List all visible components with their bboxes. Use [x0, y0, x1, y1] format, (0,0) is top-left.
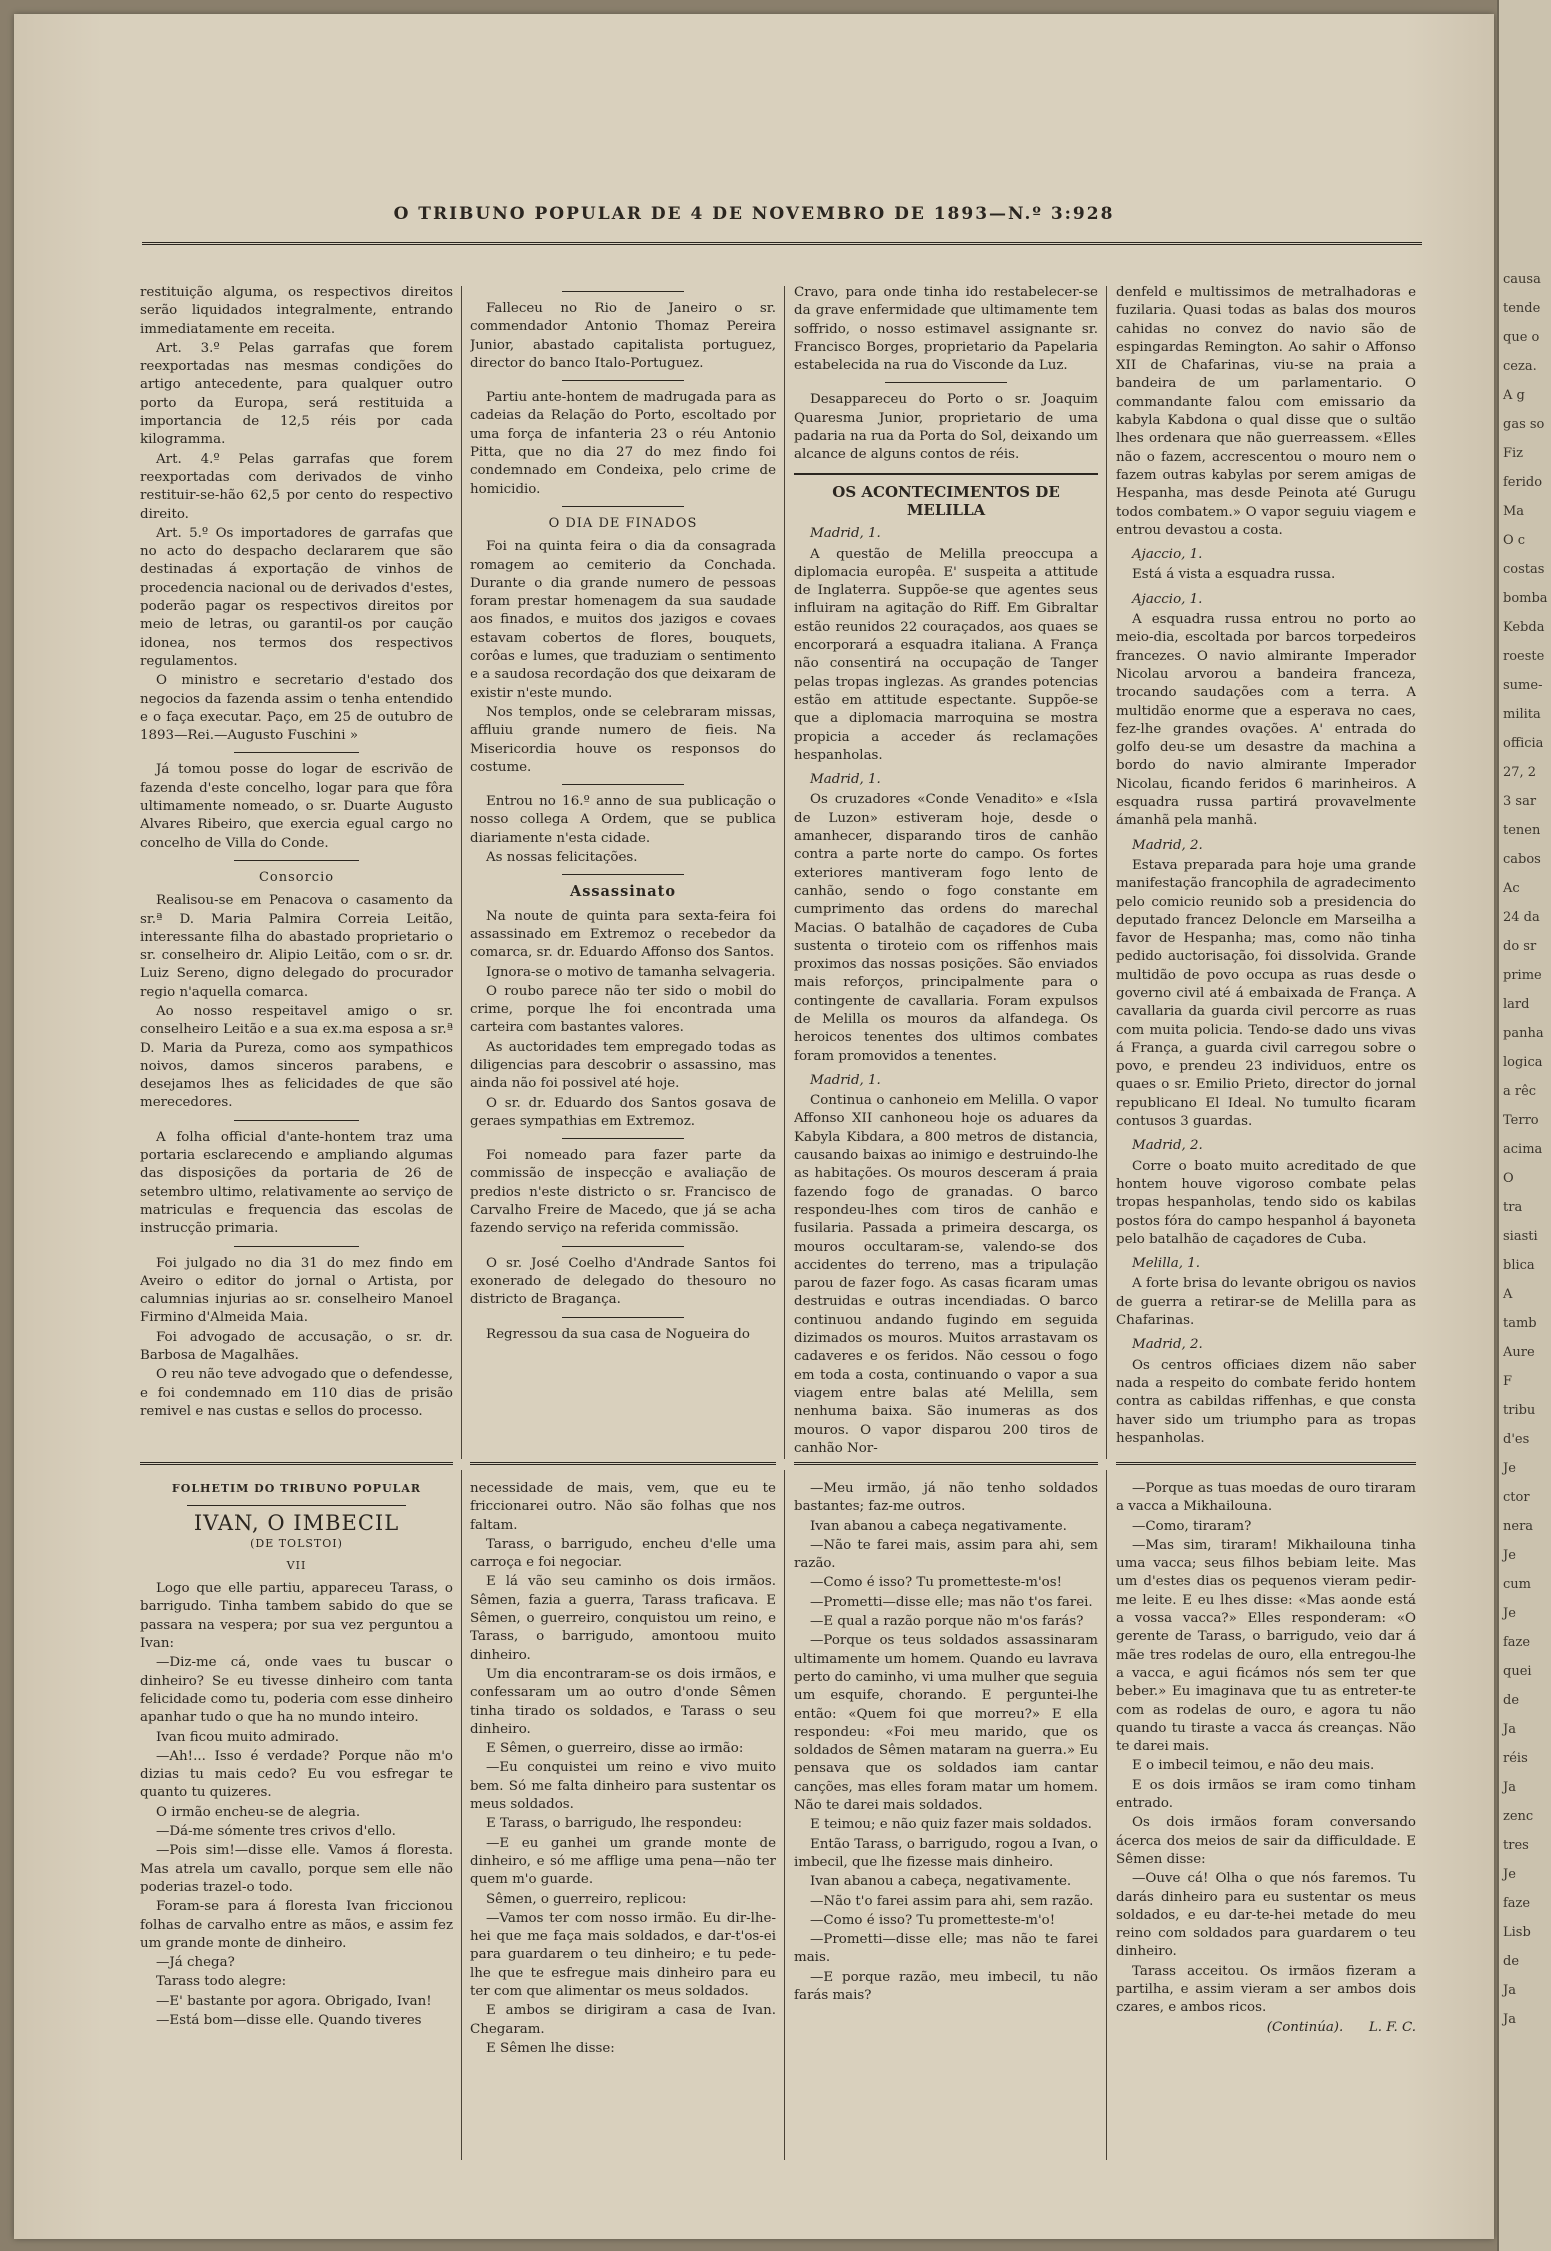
edge-text-fragment: milita — [1503, 707, 1541, 722]
story-text: E ambos se dirigiram a casa de Ivan. Chegaram. — [470, 2003, 776, 2037]
column-1 — [140, 284, 453, 1456]
story-text: Tarass acceitou. Os irmãos fizeram a partilha, e assim vieram a ser ambos dois czares, e ambos ricos. — [1116, 1963, 1416, 2016]
story-text: —Pois sim!—disse elle. Vamos á floresta. Mas atrela um cavallo, porque sem elle não poderias trazel-o todo. — [140, 1843, 453, 1895]
story-text: E o imbecil teimou, e não deu mais. — [1132, 1758, 1375, 1774]
article-text: A forte brisa do levante obrigou os navios de guerra a retirar-se de Melilla para as Chafarinas. — [1116, 1276, 1416, 1329]
story-text: Foram-se para á floresta Ivan friccionou folhas de carvalho entre as mãos, e assim fez um grande monte de dinheiro. — [140, 1899, 453, 1951]
edge-text-fragment: Lisb — [1503, 1925, 1531, 1940]
edge-text-fragment: Je — [1503, 1606, 1516, 1621]
story-text: —Como é isso? Tu prometteste-m'os! — [810, 1575, 1062, 1591]
edge-text-fragment: O — [1503, 1171, 1514, 1186]
story-text: E Tarass, o barrigudo, lhe respondeu: — [486, 1816, 743, 1832]
article-text: O ministro e secretario d'estado dos negocios da fazenda assim o tenha entendido e o faça executar. Paço, em 25 de outubro de 1893—Rei.—Augusto Fuschini » — [140, 673, 453, 744]
edge-text-fragment: A — [1503, 1287, 1513, 1302]
divider — [562, 1317, 684, 1318]
chapter-number: VII — [286, 1558, 307, 1572]
story-text: —Prometti—disse elle; mas não t'os farei. — [810, 1594, 1093, 1610]
edge-text-fragment: ceza. — [1503, 359, 1537, 374]
story-text: E Sêmen, o guerreiro, disse ao irmão: — [486, 1741, 744, 1757]
column-3 — [794, 284, 1098, 1456]
article-text: Foi advogado de accusação, o sr. dr. Barbosa de Magalhães. — [140, 1329, 453, 1364]
edge-text-fragment: de — [1503, 1693, 1520, 1708]
edge-text-fragment: Ja — [1503, 1780, 1516, 1795]
article-text: Art. 3.º Pelas garrafas que forem reexportadas nas mesmas condições do artigo antecedente, para qualquer outro porto da Europa, será restituida a importancia de 12,5 réis por cada kilogramma. — [140, 340, 453, 448]
edge-text-fragment: ctor — [1503, 1490, 1530, 1505]
divider — [562, 874, 684, 875]
divider — [562, 291, 684, 292]
story-text: —Ouve cá! Olha o que nós faremos. Tu darás dinheiro para eu sustentar os meus soldados, e eu dar-te-hei metade do meu reino com soldados para guardarem o teu dinheiro. — [1116, 1871, 1416, 1960]
edge-text-fragment: Ja — [1503, 1983, 1516, 1998]
article-text: restituição alguma, os respectivos direitos serão liquidados integralmente, entrando immediatamente em receita. — [140, 285, 453, 337]
story-text: —Já chega? — [156, 1955, 235, 1971]
article-text: O sr. José Coelho d'Andrade Santos foi exonerado de delegado do thesouro no districto de Bragança. — [470, 1255, 776, 1308]
divider — [562, 506, 684, 507]
story-text: Então Tarass, o barrigudo, rogou a Ivan, o imbecil, que lhe fizesse mais dinheiro. — [794, 1836, 1098, 1870]
translator-signature: L. F. C. — [1368, 2019, 1416, 2035]
edge-text-fragment: Ja — [1503, 2012, 1516, 2027]
story-text: —Não te farei mais, assim para ahi, sem razão. — [794, 1537, 1098, 1572]
dateline: Madrid, 1. — [810, 772, 881, 788]
column-4 — [1116, 284, 1416, 1456]
article-text: Está á vista a esquadra russa. — [1132, 567, 1336, 583]
story-text: —Como, tiraram? — [1132, 1518, 1252, 1534]
story-text: —E eu ganhei um grande monte de dinheiro, e só me afflige uma pena—não ter quem m'o guarde. — [470, 1835, 776, 1888]
edge-text-fragment: de — [1503, 1954, 1520, 1969]
story-text: E teimou; e não quiz fazer mais soldados. — [810, 1817, 1092, 1833]
article-text: Corre o boato muito acreditado de que hontem houve vigoroso combate pelas tropas hespanholas, tendo sido os kabilas postos fóra do campo hespanhol á bayoneta pelo batalhão de caçadores de Cuba. — [1116, 1158, 1416, 1247]
article-text: A folha official d'ante-hontem traz uma portaria esclarecendo e ampliando algumas das disposições da portaria de 26 de setembro ultimo, relativamente ao serviço de matriculas e frequencia das escolas de instrucção primaria. — [140, 1129, 453, 1237]
dateline: Madrid, 1. — [810, 1072, 881, 1088]
article-text: Art. 4.º Pelas garrafas que forem reexportadas com derivados de vinho restituir-se-hão 62,5 por cento do respectivo direito. — [140, 451, 453, 522]
edge-text-fragment: Terro — [1503, 1113, 1539, 1128]
edge-text-fragment: 27, 2 — [1503, 765, 1537, 780]
edge-text-fragment: ferido — [1503, 475, 1543, 490]
running-head: O TRIBUNO POPULAR DE 4 DE NOVEMBRO DE 1893—N.º 3:928 — [393, 204, 1115, 224]
divider — [794, 473, 1098, 475]
article-text: O sr. dr. Eduardo dos Santos gosava de geraes sympathias em Extremoz. — [470, 1095, 776, 1129]
story-text: —Meu irmão, já não tenho soldados bastantes; faz-me outros. — [794, 1481, 1098, 1515]
story-text: Os dois irmãos foram conversando ácerca dos meios de sair da difficuldade. E Sêmen disse: — [1116, 1815, 1416, 1867]
story-text: Tarass, o barrigudo, encheu d'elle uma carroça e foi negociar. — [470, 1536, 776, 1571]
folhetim-rule — [470, 1462, 776, 1465]
edge-text-fragment: siasti — [1503, 1229, 1538, 1244]
edge-text-fragment: sume- — [1503, 678, 1543, 693]
edge-text-fragment: 3 sar — [1503, 794, 1537, 809]
article-text: Foi julgado no dia 31 do mez findo em Aveiro o editor do jornal o Artista, por calumnias injurias ao sr. conselheiro Manoel Firmino d'Almeida Maia. — [140, 1255, 453, 1326]
story-text: —Ah!... Isso é verdade? Porque não m'o dizias tu mais cedo? Eu vou esfregar te quanto tu quizeres. — [140, 1748, 453, 1801]
article-text: Na noute de quinta para sexta-feira foi assassinado em Extremoz o recebedor da comarca, sr. dr. Eduardo Affonso dos Santos. — [470, 908, 776, 961]
article-text: Partiu ante-hontem de madrugada para as cadeias da Relação do Porto, escoltado por uma força de infanteria 23 o réu Antonio Pitta, que no dia 27 do mez findo foi condemnado em Condeixa, pelo crime de homicidio. — [470, 390, 776, 497]
edge-text-fragment: roeste — [1503, 649, 1545, 664]
edge-text-fragment: bomba — [1503, 591, 1548, 606]
edge-text-fragment: gas so — [1503, 417, 1545, 432]
story-text: —Está bom—disse elle. Quando tiveres — [156, 2013, 422, 2029]
edge-text-fragment: quei — [1503, 1664, 1532, 1679]
folhetim-column-1 — [140, 1480, 453, 2160]
edge-text-fragment: cum — [1503, 1577, 1531, 1592]
story-text: —E porque razão, meu imbecil, tu não farás mais? — [794, 1969, 1098, 2004]
article-text: Estava preparada para hoje uma grande manifestação francophila de agradecimento pelo comicio reunido sob a presidencia do deputado francez Deloncle em Marseilha a favor de Hespanha; mas, como não tinha pedido auctorisação, foi dissolvida. Grande multidão de povo occupa as ruas desde o governo civil até á embaixada de França. A cavallaria da guarda civil percorre as ruas com muita policia. Tendo-se dado uns vivas á França, a guarda civil carregou sobre o povo, e prendeu 23 individuos, entre os quaes o sr. Emilio Prieto, director do jornal republicano El Ideal. No tumulto ficaram contusos 3 guardas. — [1116, 857, 1416, 1130]
divider — [234, 1246, 359, 1247]
story-text: necessidade de mais, vem, que eu te friccionarei outro. Não são folhas que nos faltam. — [470, 1481, 776, 1533]
edge-text-fragment: O c — [1503, 533, 1526, 548]
edge-text-fragment: costas — [1503, 562, 1545, 577]
edge-text-fragment: F — [1503, 1374, 1513, 1389]
column-rule — [461, 286, 462, 1459]
edge-text-fragment: A g — [1503, 388, 1525, 403]
edge-text-fragment: Je — [1503, 1867, 1516, 1882]
divider — [562, 1246, 684, 1247]
edge-text-fragment: tamb — [1503, 1316, 1537, 1331]
edge-text-fragment: officia — [1503, 736, 1544, 751]
story-text: —Dá-me sómente tres crivos d'ello. — [156, 1824, 396, 1840]
column-rule — [784, 1470, 785, 2160]
dateline: Ajaccio, 1. — [1132, 591, 1203, 607]
edge-text-fragment: réis — [1503, 1751, 1528, 1766]
dateline: Madrid, 2. — [1132, 1337, 1203, 1353]
edge-text-fragment: faze — [1503, 1896, 1531, 1911]
article-text: Regressou da sua casa de Nogueira do — [486, 1326, 750, 1342]
edge-text-fragment: tende — [1503, 301, 1541, 316]
article-text: Os centros officiaes dizem não saber nada a respeito do combate ferido hontem contra as cabildas riffenhas, e que consta haver sido um triumpho para as tropas hespanholas. — [1116, 1357, 1416, 1446]
article-text: Entrou no 16.º anno de sua publicação o nosso collega A Ordem, que se publica diariamente n'esta cidade. — [470, 794, 776, 846]
edge-text-fragment: Fiz — [1503, 446, 1524, 461]
edge-text-fragment: nera — [1503, 1519, 1534, 1534]
dateline: Madrid, 1. — [810, 526, 881, 542]
story-text: O irmão encheu-se de alegria. — [156, 1804, 361, 1820]
story-text: Tarass todo alegre: — [156, 1974, 287, 1990]
edge-text-fragment: Je — [1503, 1461, 1516, 1476]
edge-text-fragment: 24 da — [1503, 910, 1540, 925]
divider — [234, 860, 359, 861]
edge-text-fragment: faze — [1503, 1635, 1531, 1650]
edge-text-fragment: Ac — [1503, 881, 1520, 896]
edge-text-fragment: tra — [1503, 1200, 1523, 1215]
dateline: Melilla, 1. — [1132, 1256, 1201, 1272]
dateline — [1116, 1454, 1416, 1456]
section-title: O DIA DE FINADOS — [548, 515, 698, 531]
article-text: Falleceu no Rio de Janeiro o sr. commendador Antonio Thomaz Pereira Junior, abastado capitalista portuguez, director do banco Italo-Portuguez. — [470, 301, 776, 371]
edge-text-fragment: tenen — [1503, 823, 1541, 838]
edge-text-fragment: Je — [1503, 1548, 1516, 1563]
article-text: Continua o canhoneio em Melilla. O vapor Affonso XII canhoneou hoje os aduares da Kabyla Kibdara, a 800 metros de distancia, causando baixas ao inimigo e destruindo-lhe as habitações. Os mouros desceram á praia fazendo fogo de granadas. O barco respondeu-lhes com tiros de canhão e fusilaria. Passada a primeira descarga, os mouros occultaram-se, valendo-se dos accidentes do terreno, mas a tripulação parou de fazer fogo. As casas ficaram umas destruidas e outras incendiadas. O barco continuou andando fugindo em seguida dizimados os mouros. Muitos arrastavam os cadaveres e os feridos. Não cessou o fogo em toda a costa, continuando o vapor a sua viagem entre balas até Melilla, sem nenhuma baixa. São inumeras as dos mouros. O vapor disparou 200 tiros de canhão Nor- — [794, 1093, 1098, 1456]
article-text: Cravo, para onde tinha ido restabelecer-se da grave enfermidade que ultimamente tem soffrido, o nosso estimavel assignante sr. Francisco Borges, proprietario da Papelaria estabelecida na rua do Visconde da Luz. — [794, 285, 1098, 374]
edge-text-fragment: Ma — [1503, 504, 1525, 519]
dateline: Madrid, 2. — [1132, 837, 1203, 853]
section-title: Assassinato — [569, 883, 677, 901]
story-text: —Não t'o farei assim para ahi, sem razão. — [810, 1893, 1094, 1909]
divider — [234, 1120, 359, 1121]
folhetim-rule — [1116, 1462, 1416, 1465]
story-text: —Porque as tuas moedas de ouro tiraram a vacca a Mikhailouna. — [1116, 1481, 1416, 1515]
edge-text-fragment: Kebda — [1503, 620, 1545, 635]
story-text: Logo que elle partiu, appareceu Tarass, o barrigudo. Tinha tambem sabido do que se passara na vespera; por sua vez perguntou a Ivan: — [140, 1581, 453, 1652]
folhetim-label: FOLHETIM DO TRIBUNO POPULAR — [171, 1482, 422, 1495]
folhetim-author: (DE TOLSTOI) — [250, 1536, 343, 1550]
edge-text-fragment: Aure — [1503, 1345, 1535, 1360]
folhetim-rule — [140, 1462, 453, 1465]
edge-text-fragment: blica — [1503, 1258, 1535, 1273]
continua-text: (Continúa). — [1266, 2019, 1344, 2035]
folhetim-rule — [794, 1462, 1098, 1465]
story-text: —Prometti—disse elle; mas não te farei mais. — [794, 1932, 1098, 1966]
section-title: OS ACONTECIMENTOS DE MELILLA — [832, 482, 1060, 519]
divider — [562, 380, 684, 381]
edge-text-fragment: zenc — [1503, 1809, 1534, 1824]
story-text: —Vamos ter com nosso irmão. Eu dir-lhe-hei que me faça mais soldados, e dar-t'os-ei para guardarem o teu dinheiro; e tu pede-lhe que te esfregue mais dinheiro para eu ter com que alimentar os meus soldados. — [470, 1910, 776, 2000]
article-text: O reu não teve advogado que o defendesse, e foi condemnado em 110 dias de prisão remivel e nas custas e sellos do processo. — [140, 1367, 453, 1419]
column-rule — [461, 1470, 462, 2160]
article-text: Nos templos, onde se celebraram missas, affluiu grande numero de fieis. Na Misericordia houve os responsos do costume. — [470, 704, 776, 775]
divider — [187, 1505, 406, 1506]
dateline: Madrid, 2. — [1132, 1138, 1203, 1154]
edge-text-fragment: lard — [1503, 997, 1530, 1012]
edge-text-fragment: que o — [1503, 330, 1540, 345]
divider — [562, 1138, 684, 1139]
edge-text-fragment: do sr — [1503, 939, 1537, 954]
column-2 — [470, 284, 776, 1456]
edge-text-fragment: a rêc — [1503, 1084, 1537, 1099]
edge-text-fragment: tres — [1503, 1838, 1529, 1853]
article-text: Desappareceu do Porto o sr. Joaquim Quaresma Junior, proprietario de uma padaria na rua da Porta do Sol, deixando um alcance de alguns contos de réis. — [794, 392, 1098, 463]
story-text: —E qual a razão porque não m'os farás? — [810, 1614, 1084, 1630]
story-text: —Porque os teus soldados assassinaram ultimamente um homem. Quando eu lavrava perto do caminho, vi uma mulher que seguia um esquife, chorando. E perguntei-lhe então: «Quem foi que morreu?» E ella respondeu: «Foi meu marido, que os soldados de Sêmen mataram na guerra.» Eu pensava que os soldados iam cantar canções, mas elles foram matar um homem. Não te darei mais soldados. — [794, 1633, 1098, 1814]
edge-text-fragment: Ja — [1503, 1722, 1516, 1737]
article-text: Realisou-se em Penacova o casamento da sr.ª D. Maria Palmira Correia Leitão, interessante filha do abastado proprietario o sr. conselheiro dr. Alipio Leitão, com o sr. dr. Luiz Sereno, digno delegado do procurador regio n'aquella comarca. — [140, 893, 453, 1000]
article-text: Os cruzadores «Conde Venadito» e «Isla de Luzon» estiveram hoje, desde o amanhecer, disparando tiros de canhão contra a parte norte do campo. Os fortes exteriores mantiveram fogo lento de canhão, sendo o fogo constante em cumprimento das ordens do marechal Macias. O batalhão de caçadores de Cuba sustenta o tiroteio com os riffenhos mais proximos das nossas posições. São enviados mais reforços, principalmente para o contingente de cavallaria. Foram expulsos de Melilla os mouros da alfandega. Os heroicos tenentes dos ultimos combates foram promovidos a tenentes. — [794, 792, 1098, 1064]
folhetim-column-2 — [470, 1480, 776, 2160]
story-text: Ivan abanou a cabeça, negativamente. — [810, 1874, 1072, 1890]
story-text: E lá vão seu caminho os dois irmãos. Sêmen, fazia a guerra, Tarass traficava. E Sêmen, o guerreiro, conquistou um reino, e Tarass, o barrigudo, amontoou muito dinheiro. — [470, 1574, 776, 1663]
column-rule — [784, 286, 785, 1459]
folhetim-title: IVAN, O IMBECIL — [193, 1511, 400, 1536]
story-text: Ivan ficou muito admirado. — [156, 1729, 339, 1745]
story-text: —Mas sim, tiraram! Mikhailouna tinha uma vacca; seus filhos bebiam leite. Mas um d'estes dias os pequenos vieram pedir-me leite. E eu lhes disse: «Mas aonde está a vossa vacca?» Elles responderam: «O gerente de Tarass, o barrigudo, veio dar á mãe tres rodelas de ouro, ella entregou-lhe a vacca, e agui ficámos nós sem ter que beber.» Eu imaginava que tu as entreter-te com as rodelas de ouro, e agora tu não quando tu tiraste a vacca ás creanças. Não te darei mais. — [1116, 1537, 1416, 1755]
adjacent-page-edge — [1497, 0, 1551, 2251]
article-text: A esquadra russa entrou no porto ao meio-dia, escoltada por barcos torpedeiros francezes. O navio almirante Imperador Nicolau arvorou a bandeira franceza, trocando saudações com a terra. A multidão enorme que a esperava no caes, fez-lhe grandes ovações. A' entrada do golfo deu-se um desastre da machina a bordo do navio almirante Imperador Nicolau, ficando feridos 6 marinheiros. A esquadra russa partirá provavelmente ámanhã pela manhã. — [1116, 612, 1416, 829]
column-rule — [1106, 1470, 1107, 2160]
article-text: Foi na quinta feira o dia da consagrada romagem ao cemiterio da Conchada. Durante o dia grande numero de pessoas foram prestar homenagem da sua saudade aos finados, e muitos dos jazigos e covaes estavam cobertos de flores, bouquets, corôas e lumes, que traduziam o sentimento e a saudosa recordação dos que deixaram de existir n'este mundo. — [470, 539, 776, 701]
story-text: E Sêmen lhe disse: — [486, 2040, 615, 2056]
article-text: denfeld e multissimos de metralhadoras e fuzilaria. Quasi todas as balas dos mouros cahidas no convez do navio são de espingardas Remington. Ao sahir o Affonso XII de Chafarinas, viu-se na praia a bandeira de um parlamentario. O commandante falou com emissario da kabyla Kabdona o qual disse que o sultão lhes ordenara que não guerreassem. «Elles não o fazem, accrescentou o mouro nem o fazem outras kabylas por serem amigas de Hespanha, mas desde Peinota até Gurugu todos combatem.» O vapor seguiu viagem e entrou devastou a costa. — [1116, 285, 1416, 538]
story-text: —Eu conquistei um reino e vivo muito bem. Só me falta dinheiro para sustentar os meus soldados. — [470, 1760, 776, 1813]
edge-text-fragment: tribu — [1503, 1403, 1536, 1418]
article-text: As nossas felicitações. — [486, 850, 638, 866]
edge-text-fragment: prime — [1503, 968, 1542, 983]
section-title: Consorcio — [258, 869, 335, 885]
article-text: O roubo parece não ter sido o mobil do crime, porque lhe foi encontrada uma carteira com bastantes valores. — [470, 983, 776, 1036]
story-text: Sêmen, o guerreiro, replicou: — [486, 1891, 687, 1907]
story-text: —Diz-me cá, onde vaes tu buscar o dinheiro? Se eu tivesse dinheiro com tanta felicidade como tu, poderia com esse dinheiro apanhar tudo o que ha no mundo inteiro. — [140, 1655, 453, 1726]
story-text: —E' bastante por agora. Obrigado, Ivan! — [156, 1993, 432, 2009]
edge-text-fragment: logica — [1503, 1055, 1543, 1070]
divider — [234, 752, 359, 753]
article-text: Já tomou posse do logar de escrivão de fazenda d'este concelho, logar para que fôra ultimamente nomeado, o sr. Duarte Augusto Alvares Ribeiro, que exercia egual cargo no concelho de Villa do Conde. — [140, 762, 453, 851]
story-text: E os dois irmãos se iram como tinham entrado. — [1116, 1777, 1416, 1812]
edge-text-fragment: d'es — [1503, 1432, 1530, 1447]
folhetim-column-3 — [794, 1480, 1098, 2160]
article-text: As auctoridades tem empregado todas as diligencias para descobrir o assassino, mas ainda não foi possivel até hoje. — [470, 1039, 776, 1092]
header-rule — [142, 242, 1422, 245]
newspaper-page — [14, 14, 1494, 2239]
edge-text-fragment: cabos — [1503, 852, 1541, 867]
edge-text-fragment: acima — [1503, 1142, 1543, 1157]
article-text: Ignora-se o motivo de tamanha selvageria. — [486, 964, 776, 980]
story-text: Um dia encontraram-se os dois irmãos, e confessaram um ao outro d'onde Sêmen tinha tirado os soldados, e Tarass o seu dinheiro. — [470, 1666, 776, 1737]
article-text: Ao nosso respeitavel amigo o sr. conselheiro Leitão e a sua ex.ma esposa a sr.ª D. Maria da Pureza, como aos sympathicos noivos, damos sinceros parabens, e desejamos lhes as felicidades de que são merecedores. — [140, 1003, 453, 1111]
story-text: —Como é isso? Tu prometteste-m'o! — [810, 1912, 1056, 1928]
edge-text-fragment: causa — [1503, 272, 1541, 287]
dateline: Ajaccio, 1. — [1132, 547, 1203, 563]
article-text: Art. 5.º Os importadores de garrafas que no acto do despacho declararem que são destinadas á exportação de vinhos de procedencia nacional ou de derivados d'estes, poderão pagar os respectivos direitos por meio de letras, ou garantil-os por caução idonea, nos termos dos respectivos regulamentos. — [140, 525, 453, 669]
divider — [562, 784, 684, 785]
column-rule — [1106, 286, 1107, 1459]
continua-note — [1116, 2019, 1416, 2037]
folhetim-column-4 — [1116, 1480, 1416, 2160]
article-text: Foi nomeado para fazer parte da commissão de inspecção e avaliação de predios n'este districto o sr. Francisco de Carvalho Freire de Macedo, que já se acha fazendo serviço na referida commissão. — [470, 1148, 776, 1237]
story-text: Ivan abanou a cabeça negativamente. — [810, 1518, 1067, 1534]
article-text: A questão de Melilla preoccupa a diplomacia europêa. E' suspeita a attitude de Inglaterra. Suppõe-se que agentes seus influiram na agitação do Riff. Em Gibraltar estão reunidos 22 couraçados, aos quaes se encorporará a esquadra italiana. A França não consentirá na occupação de Tanger pelas tropas inglezas. As grandes potencias estão em attitude espectante. Suppõe-se que a diplomacia marroquina se mostra propicia a acceder ás reclamações hespanholas. — [794, 546, 1098, 763]
divider — [885, 382, 1007, 383]
edge-text-fragment: panha — [1503, 1026, 1544, 1041]
